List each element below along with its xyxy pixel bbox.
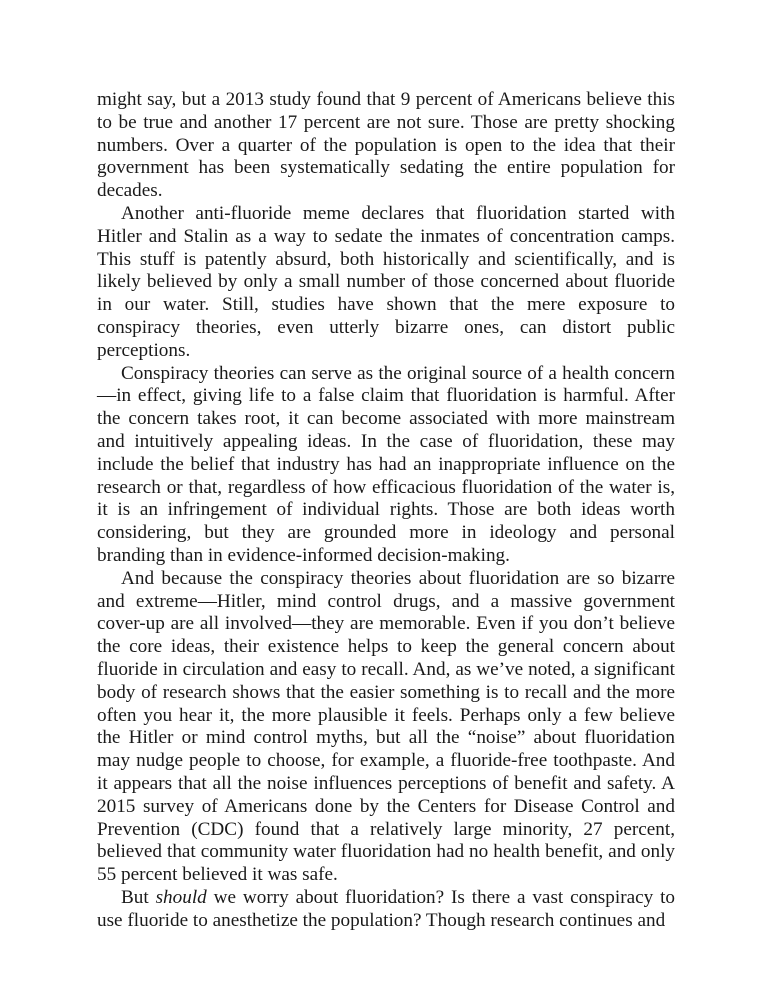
emphasis-text: should — [155, 886, 207, 908]
body-text — [97, 89, 675, 932]
paragraph: Conspiracy theories can serve as the original source of a health concern —in effect, giving life to a false claim that fluoridation is harmful. After the concern takes root, it can become associated with more mainstream and intuitively appealing ideas. In the case of fluoridation, these may include the belief that industry has had an inappropriate influence on the research or that, regardless of how efficacious fluoridation of the water is, it is an infringement of individual rights. Those are both ideas worth considering, but they are grounded more in ideology and personal branding than in evidence-informed decision-making. — [97, 362, 675, 566]
paragraph-lead: But — [121, 886, 156, 908]
paragraph: And because the conspiracy theories about fluoridation are so bizarre and extreme—Hitler, mind control drugs, and a massive government cover-up are all involved—they are memorable. Even if you don’t believe the core ideas, their existence helps to keep the general concern about fluoride in circulation and easy to recall. And, as we’ve noted, a significant body of research shows that the easier something is to recall and the more often you hear it, the more plausible it feels. Perhaps only a few believe the Hitler or mind control myths, but all the “noise” about fluoridation may nudge people to choose, for example, a fluoride-free toothpaste. And it appears that all the noise influences perceptions of benefit and safety. A 2015 survey of Americans done by the Centers for Disease Control and Prevention (CDC) found that a relatively large minority, 27 percent, believed that community water fluoridation had no health benefit, and only 55 percent believed it was safe. — [97, 567, 675, 886]
paragraph-rest: we worry about fluoridation? Is there a vast conspiracy to use fluoride to anesthetize the population? Though research continues and — [97, 886, 675, 931]
paragraph: might say, but a 2013 study found that 9 percent of Americans believe this to be true and another 17 percent are not sure. Those are pretty shocking numbers. Over a quarter of the population is open to the idea that their government has been systematically sedating the entire population for decades. — [97, 89, 675, 202]
paragraph — [97, 887, 675, 933]
paragraph: Another anti-fluoride meme declares that fluoridation started with Hitler and Stalin as a way to sedate the inmates of concentration camps. This stuff is patently absurd, both historically and scientifically, and is likely believed by only a small number of those concerned about fluoride in our water. Still, studies have shown that the mere exposure to conspiracy theories, even utterly bizarre ones, can distort public perceptions. — [97, 202, 675, 361]
